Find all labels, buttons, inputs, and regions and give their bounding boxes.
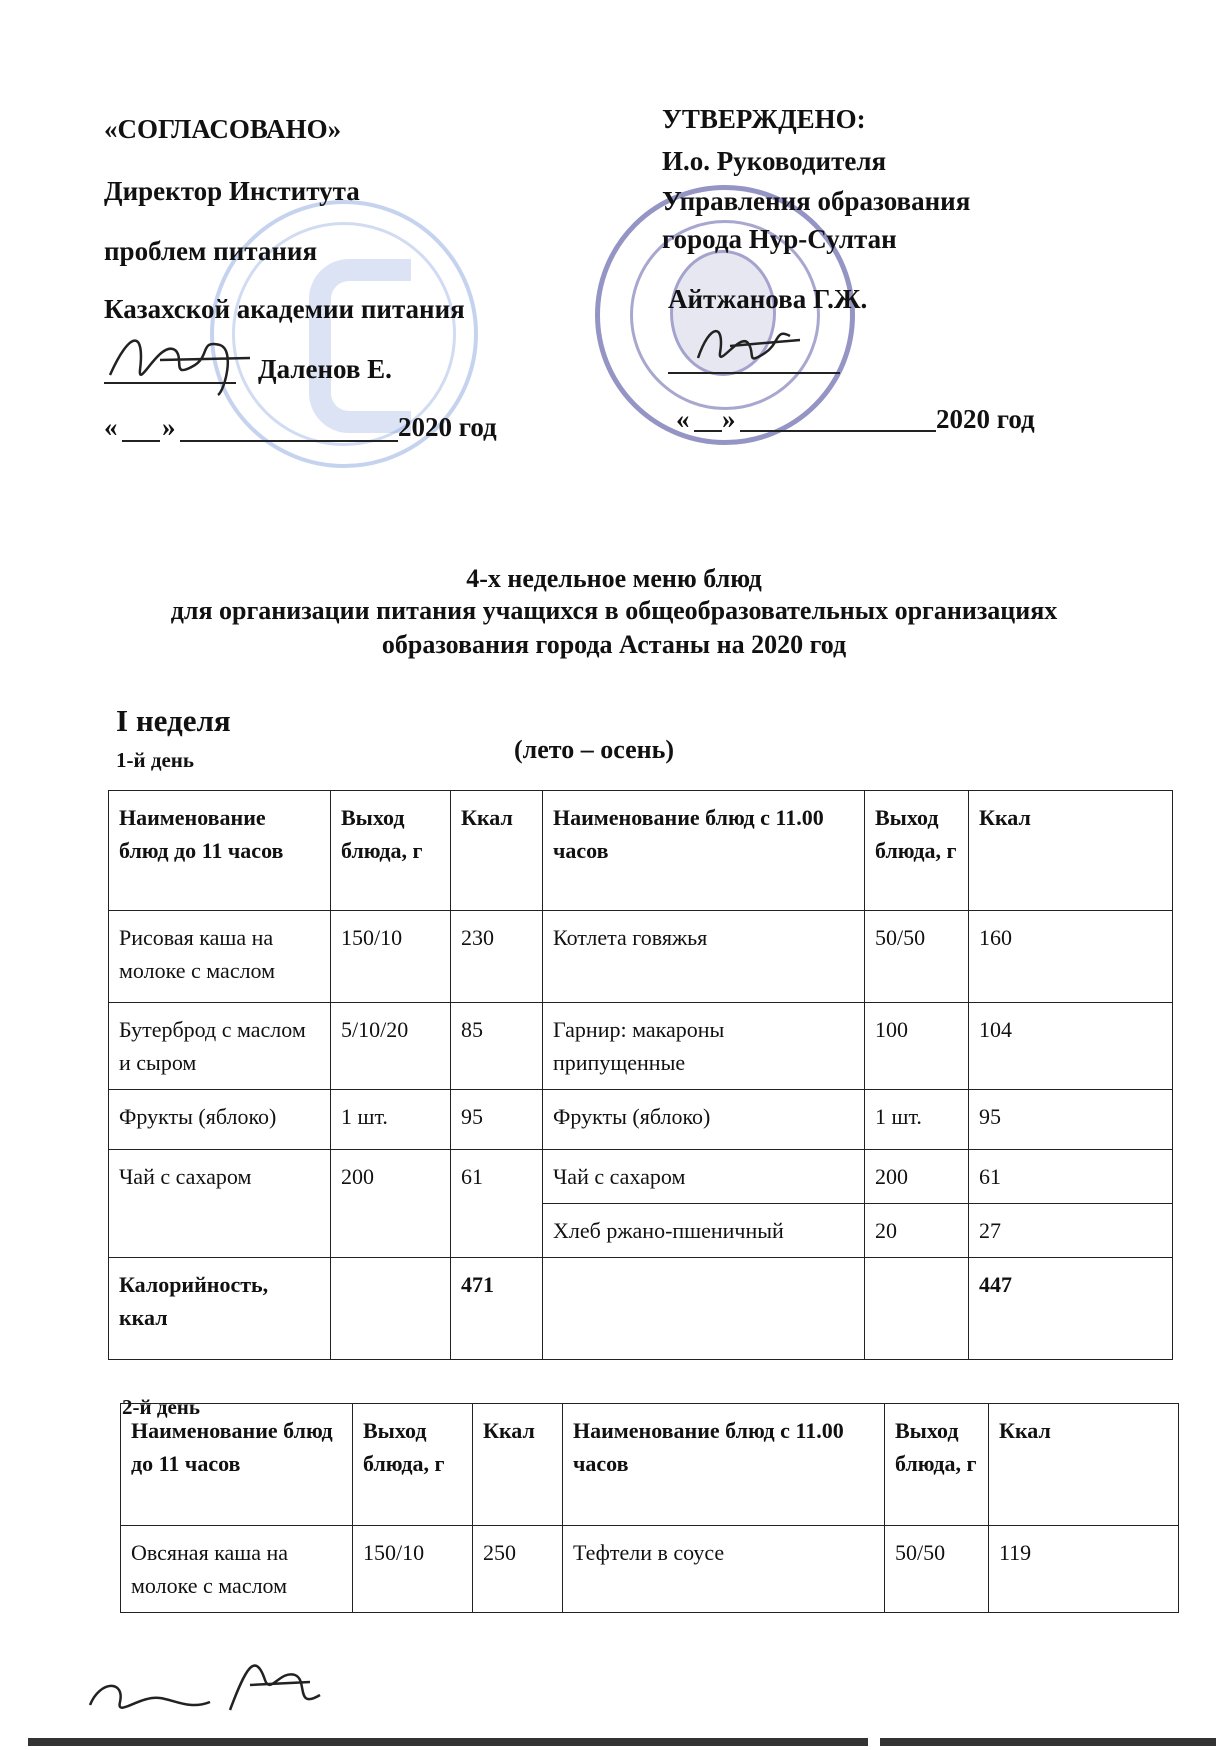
table-cell: 27: [969, 1204, 1173, 1258]
table-cell: 20: [865, 1204, 969, 1258]
table-cell: Чай с сахаром: [543, 1150, 865, 1204]
table-cell: Фрукты (яблоко): [543, 1090, 865, 1150]
doc-title-line1: 4-х недельное меню блюд: [466, 564, 762, 593]
table-cell: Рисовая каша на молоке с маслом: [109, 911, 331, 1003]
date-month-line-left: [180, 440, 398, 442]
day2-label: 2-й день: [122, 1395, 200, 1419]
approval-right-date-mid: »: [722, 404, 736, 434]
header-cell: Ккал: [969, 791, 1173, 911]
table-cell: 160: [969, 911, 1173, 1003]
header-cell: Наименование блюд до 11 часов: [121, 1404, 353, 1526]
table-cell: 230: [451, 911, 543, 1003]
header-cell: Выход блюда, г: [885, 1404, 989, 1526]
table-cell: [865, 1258, 969, 1360]
table-row: [109, 1150, 1173, 1204]
header-cell: Выход блюда, г: [865, 791, 969, 911]
header-cell: Ккал: [473, 1404, 563, 1526]
table-cell: [331, 1258, 451, 1360]
approval-right-date-open: «: [676, 404, 690, 434]
doc-title-line3: образования города Астаны на 2020 год: [381, 630, 847, 659]
day2-menu-table: [120, 1403, 1179, 1613]
day1-label: 1-й день: [116, 748, 194, 772]
header-cell: Ккал: [451, 791, 543, 911]
total-pm-kcal: 447: [969, 1258, 1173, 1360]
table-cell: 200: [331, 1150, 451, 1258]
table-header-row: [121, 1404, 1179, 1526]
table-cell: 61: [969, 1150, 1173, 1204]
director-signature: [100, 320, 270, 400]
table-cell: 50/50: [885, 1526, 989, 1613]
approval-right-name: Айтжанова Г.Ж.: [668, 284, 868, 314]
table-cell: 61: [451, 1150, 543, 1258]
table-row: [109, 1090, 1173, 1150]
table-cell: Котлета говяжья: [543, 911, 865, 1003]
table-cell: 95: [451, 1090, 543, 1150]
week-label: I неделя: [116, 703, 231, 738]
bottom-scan-edge-left: [28, 1738, 868, 1746]
table-cell: Гарнир: макароны припущенные: [543, 1003, 865, 1090]
approval-left-date-mid: »: [162, 412, 176, 442]
table-cell: Чай с сахаром: [109, 1150, 331, 1258]
table-cell: Овсяная каша на молоке с маслом: [121, 1526, 353, 1613]
date-day-line-right: [694, 430, 722, 432]
day1-menu-table: [108, 790, 1173, 1360]
head-signature: [690, 318, 810, 378]
bottom-scan-edge-right: [880, 1738, 1216, 1746]
approval-left-line2: проблем питания: [104, 236, 318, 266]
season-label: (лето – осень): [514, 735, 674, 764]
table-cell: 104: [969, 1003, 1173, 1090]
table-cell: 150/10: [331, 911, 451, 1003]
header-cell: Наименование блюд с 11.00 часов: [563, 1404, 885, 1526]
table-cell: 1 шт.: [865, 1090, 969, 1150]
table-cell: 50/50: [865, 911, 969, 1003]
table-header-row: [109, 791, 1173, 911]
date-month-line-right: [740, 430, 936, 432]
table-cell: 1 шт.: [331, 1090, 451, 1150]
table-cell: 200: [865, 1150, 969, 1204]
table-cell: 100: [865, 1003, 969, 1090]
header-cell: Выход блюда, г: [353, 1404, 473, 1526]
approval-right-line3: города Нур-Султан: [662, 224, 897, 254]
table-row: [109, 1003, 1173, 1090]
header-cell: Ккал: [989, 1404, 1179, 1526]
approval-left-title: «СОГЛАСОВАНО»: [104, 114, 342, 144]
table-cell: Фрукты (яблоко): [109, 1090, 331, 1150]
table-cell: 95: [969, 1090, 1173, 1150]
approval-left-year: 2020 год: [398, 412, 497, 442]
approval-left-date-open: «: [104, 412, 118, 442]
approval-right-line1: И.о. Руководителя: [662, 146, 887, 176]
approval-right-title: УТВЕРЖДЕНО:: [662, 104, 866, 134]
date-day-line-left: [122, 440, 160, 442]
approval-left-name: Даленов Е.: [258, 354, 392, 384]
table-cell: 150/10: [353, 1526, 473, 1613]
header-cell: Наименование блюд с 11.00 часов: [543, 791, 865, 911]
total-am-kcal: 471: [451, 1258, 543, 1360]
table-cell: Тефтели в соусе: [563, 1526, 885, 1613]
table-total-row: [109, 1258, 1173, 1360]
table-cell: 250: [473, 1526, 563, 1613]
table-row: [109, 911, 1173, 1003]
table-cell: Бутерброд с маслом и сыром: [109, 1003, 331, 1090]
table-cell: 5/10/20: [331, 1003, 451, 1090]
header-cell: Наименование блюд до 11 часов: [109, 791, 331, 911]
table-cell: [543, 1258, 865, 1360]
approval-right-year: 2020 год: [936, 404, 1035, 434]
table-cell: 85: [451, 1003, 543, 1090]
table-cell: 119: [989, 1526, 1179, 1613]
header-cell: Выход блюда, г: [331, 791, 451, 911]
total-label: Калорийность, ккал: [109, 1258, 331, 1360]
doc-title-line2: для организации питания учащихся в общеобразовательных организациях: [170, 596, 1058, 625]
approval-right-line2: Управления образования: [662, 186, 971, 216]
approval-left-line3: Казахской академии питания: [104, 294, 465, 324]
table-row: [121, 1526, 1179, 1613]
page-initials: [80, 1640, 330, 1730]
table-cell: Хлеб ржано-пшеничный: [543, 1204, 865, 1258]
approval-left-line1: Директор Института: [104, 176, 360, 206]
